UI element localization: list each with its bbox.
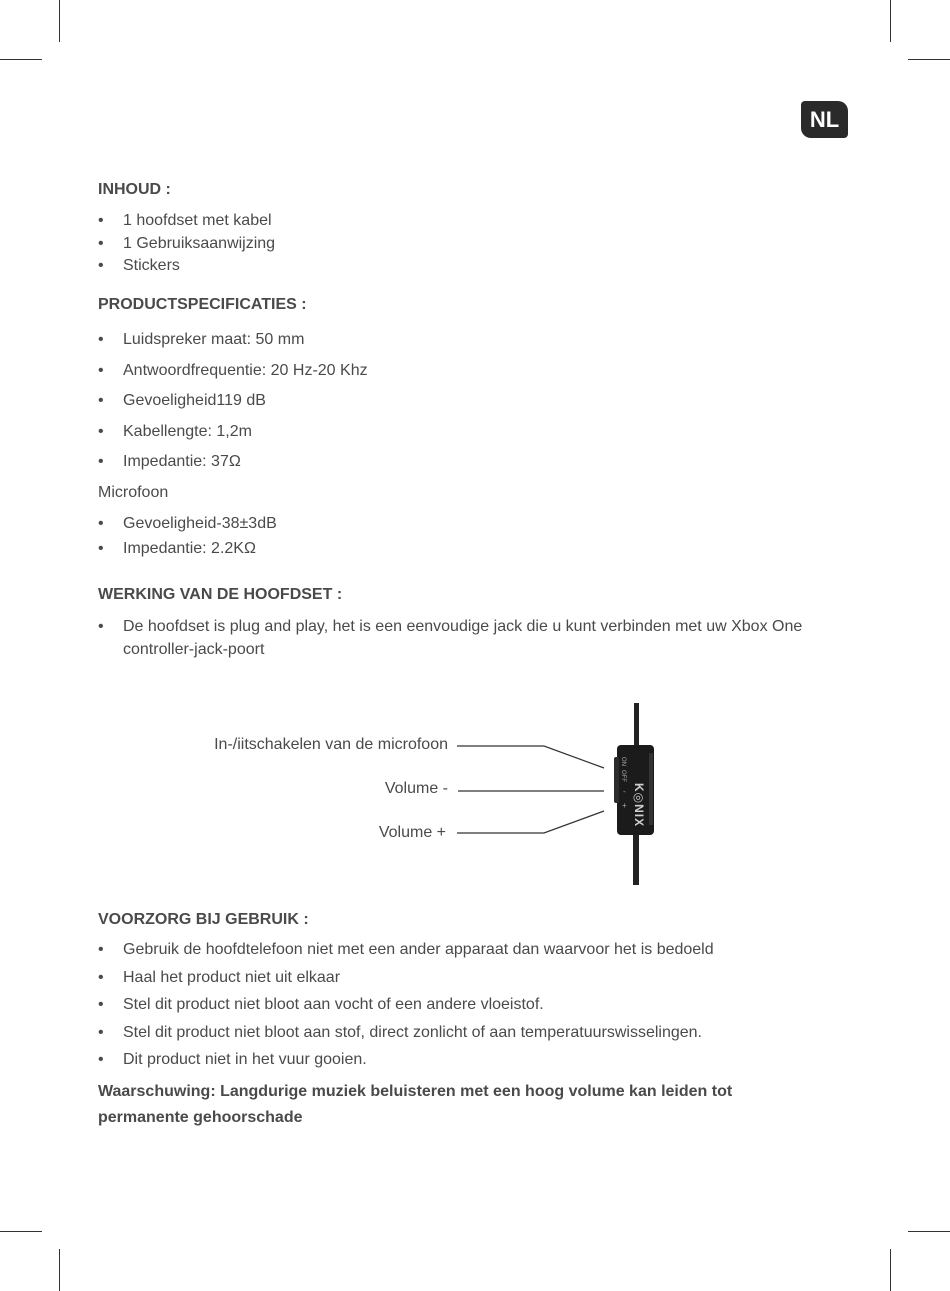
list-item: • Haal het product niet uit elkaar — [98, 964, 878, 992]
list-item: • Kabellengte: 1,2m — [98, 417, 878, 448]
crop-mark — [890, 1249, 891, 1291]
list-item: • Gevoeligheid119 dB — [98, 386, 878, 417]
brand-logo: K◎NIX — [632, 783, 646, 828]
list-item: • Dit product niet in het vuur gooien. — [98, 1046, 878, 1074]
microphone-label: Microfoon — [98, 483, 169, 501]
list-item: • Stel dit product niet bloot aan stof, direct zonlicht of aan temperatuurswisselingen. — [98, 1019, 878, 1047]
volume-up-mark: + — [622, 801, 627, 810]
specs-section — [98, 296, 878, 561]
callout-volume-down: Volume - — [384, 780, 448, 797]
list-item: • Impedantie: 37Ω — [98, 447, 878, 478]
controller-illustration — [0, 695, 950, 895]
callout-mic-toggle: In-/iitschakelen van de microfoon — [214, 736, 448, 753]
crop-mark — [0, 1231, 42, 1232]
list-item: • Impedantie: 2.2KΩ — [98, 536, 878, 561]
warning-text: Waarschuwing: Langdurige muziek beluisteren met een hoog volume kan leiden tot permanente gehoorschade — [98, 1083, 733, 1126]
list-item: • Antwoordfrequentie: 20 Hz-20 Khz — [98, 356, 878, 387]
list-item: • Gebruik de hoofdtelefoon niet met een ander apparaat dan waarvoor het is bedoeld — [98, 936, 878, 964]
list-item: • Luidspreker maat: 50 mm — [98, 325, 878, 356]
contents-heading: INHOUD : — [98, 181, 171, 198]
crop-mark — [59, 1249, 60, 1291]
specs-heading: PRODUCTSPECIFICATIES : — [98, 296, 307, 313]
list-item: • Stickers — [98, 255, 878, 278]
list-item: • Stel dit product niet bloot aan vocht of een andere vloeistof. — [98, 991, 878, 1019]
contents-section — [98, 181, 878, 278]
precautions-heading: VOORZORG BIJ GEBRUIK : — [98, 911, 309, 928]
crop-mark — [908, 1231, 950, 1232]
crop-mark — [890, 0, 891, 42]
switch-off-label: OFF — [620, 770, 626, 782]
language-badge: NL — [801, 101, 848, 138]
crop-mark — [908, 59, 950, 60]
switch-on-label: ON — [620, 757, 626, 766]
volume-down-mark: - — [623, 787, 626, 796]
list-item: • 1 hoofdset met kabel — [98, 210, 878, 233]
operation-section — [98, 586, 858, 661]
crop-mark — [59, 0, 60, 42]
list-item: • De hoofdset is plug and play, het is een eenvoudige jack die u kunt verbinden met uw Xbox One controller-jack-poort — [98, 615, 858, 661]
list-item: • Gevoeligheid-38±3dB — [98, 511, 878, 536]
callout-volume-up: Volume + — [378, 824, 446, 841]
crop-mark — [0, 59, 42, 60]
list-item: • 1 Gebruiksaanwijzing — [98, 233, 878, 256]
inline-controller-diagram — [0, 695, 950, 895]
operation-heading: WERKING VAN DE HOOFDSET : — [98, 586, 343, 603]
warning-section — [98, 1079, 778, 1131]
precautions-section — [98, 911, 878, 1074]
